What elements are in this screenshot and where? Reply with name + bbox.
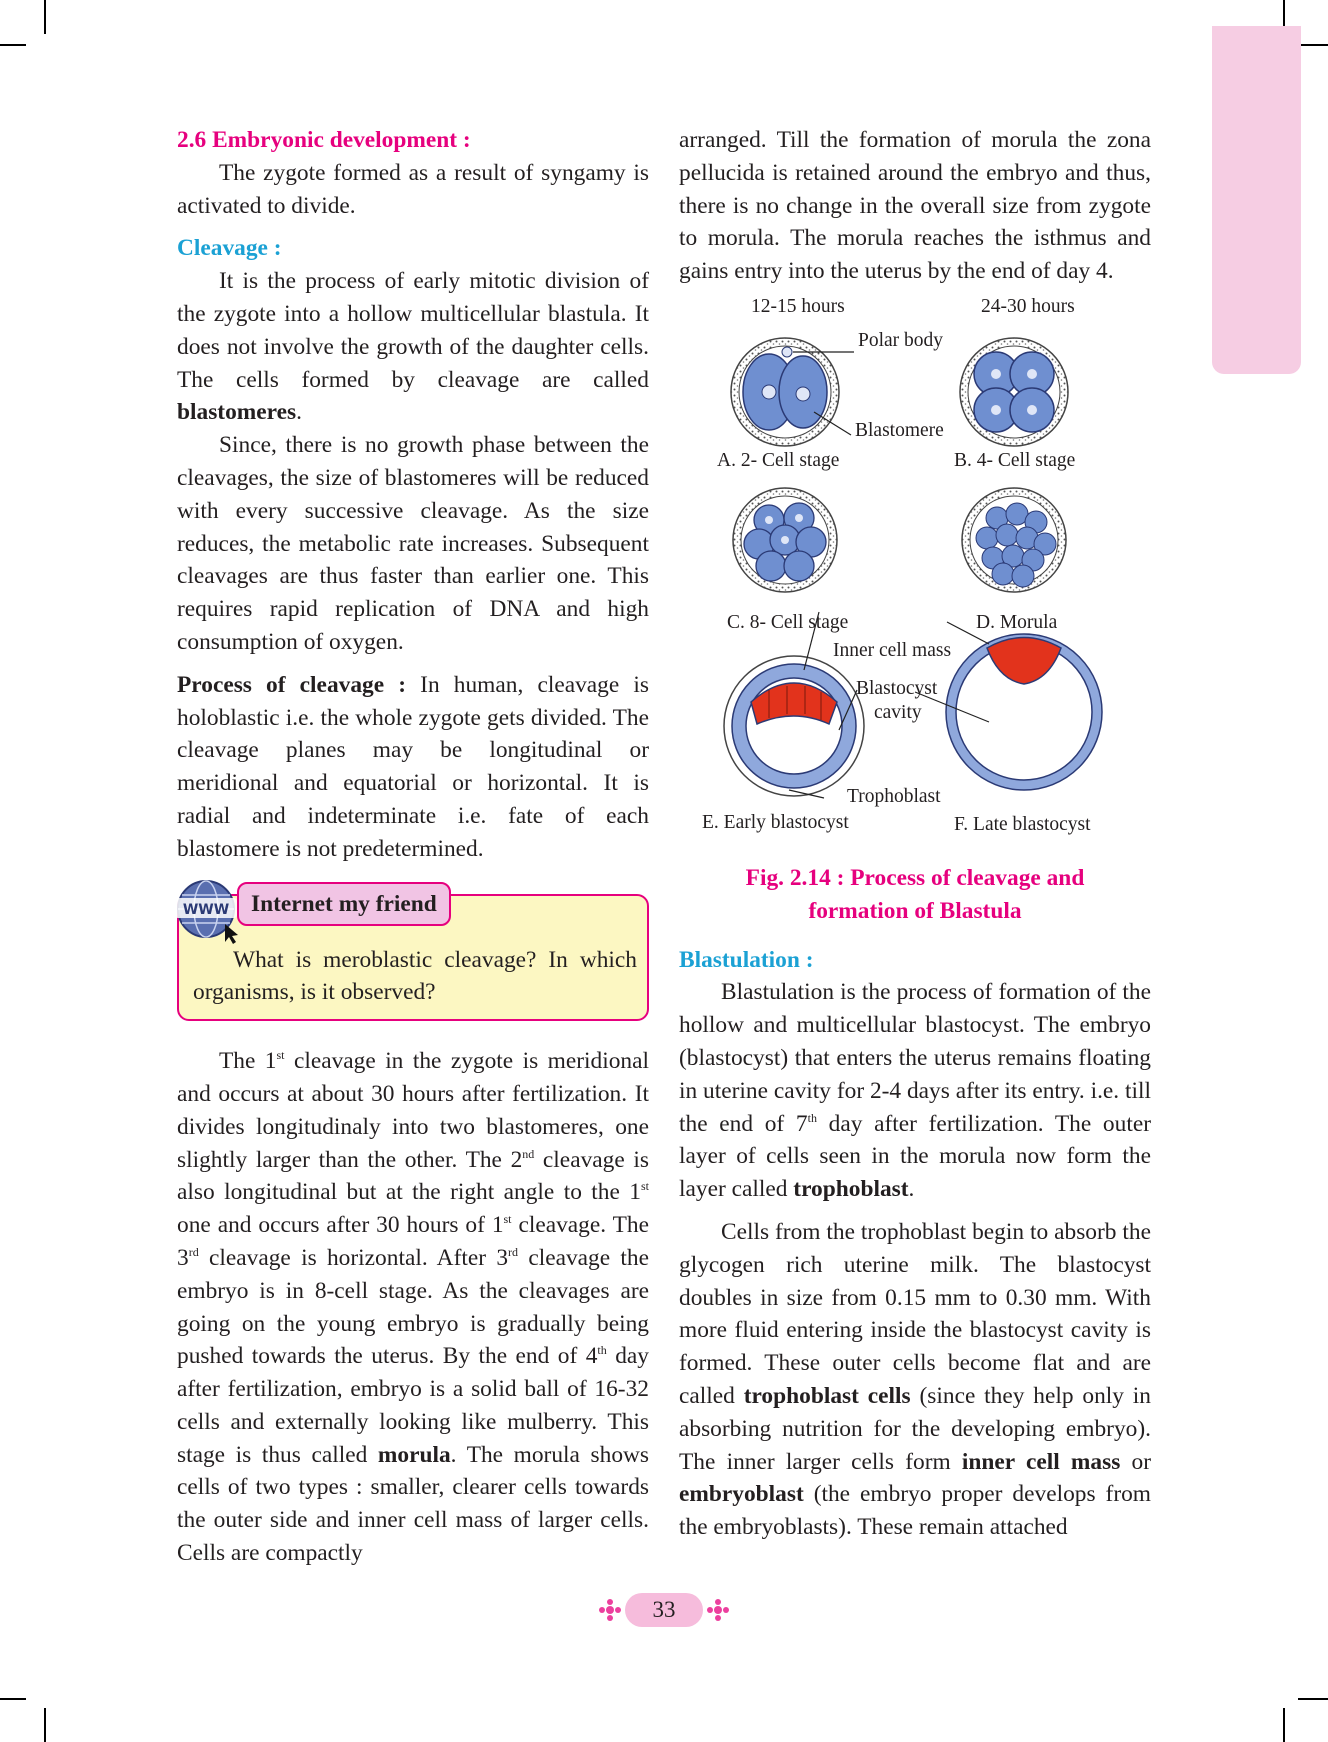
label-blastomere: Blastomere: [855, 419, 944, 441]
label-stage-d: D. Morula: [976, 611, 1058, 633]
crop-mark: [0, 44, 26, 46]
four-cell-stage-drawing: [960, 338, 1068, 446]
globe-www-icon: [173, 876, 243, 946]
cleavage-paragraph-1: It is the process of early mitotic division of the zygote into a hollow multicellular blastula. It does not involve the growth of the daughter cells. The cells formed by cleavage are called blastomeres.: [177, 268, 649, 426]
term-trophoblast-cells: trophoblast cells: [743, 1382, 911, 1409]
eight-cell-stage-drawing: [733, 488, 837, 592]
label-stage-a: A. 2- Cell stage: [717, 449, 840, 471]
crop-mark: [1283, 1708, 1285, 1742]
label-polar-body: Polar body: [858, 329, 944, 351]
label-time-b: 24-30 hours: [981, 295, 1075, 317]
crop-mark: [44, 0, 46, 34]
term-inner-cell-mass: inner cell mass: [961, 1448, 1121, 1475]
morula-drawing: [962, 488, 1066, 592]
label-stage-c: C. 8- Cell stage: [727, 611, 849, 633]
label-stage-e: E. Early blastocyst: [702, 811, 849, 833]
crop-mark: [1298, 44, 1328, 46]
term-embryoblast: embryoblast: [679, 1481, 804, 1508]
cleavage-diagram: [679, 292, 1151, 832]
chapter-tab: [1212, 26, 1301, 374]
figure-caption-line-1: Fig. 2.14 : Process of cleavage and: [745, 864, 1085, 891]
two-cell-stage-drawing: [731, 338, 854, 446]
right-column: [679, 124, 1151, 1544]
internet-my-friend-box: [177, 890, 649, 1022]
process-label: Process of cleavage :: [177, 671, 407, 698]
svg-text:WWW: WWW: [182, 901, 230, 918]
crop-mark: [44, 1708, 46, 1742]
section-heading: 2.6 Embryonic development :: [177, 127, 471, 153]
label-time-a: 12-15 hours: [751, 295, 845, 317]
page-number: 33: [625, 1593, 703, 1627]
blastulation-paragraph-2: Cells from the trophoblast begin to absorb the glycogen rich uterine milk. The blastocyst doubles in size from 0.15 mm to 0.30 mm. With more fluid entering inside the blastocyst cavity is formed. These outer cells become flat and are called trophoblast cells (since they help only in absorbing nutrition for the developing embryo). The inner larger cells form inner cell mass or embryoblast (the embryo proper develops from the embryoblasts). These remain attached: [679, 1218, 1152, 1541]
left-column: [177, 124, 649, 1570]
internet-box-question: What is meroblastic cleavage? In which organisms, is it observed?: [193, 946, 637, 1006]
cleavage-detail-paragraph: The 1st cleavage in the zygote is meridional and occurs at about 30 hours after fertilization. It divides longitudinaly into two blastomeres, one slightly larger than the other. The 2nd cleavage is also longitudinal but at the right angle to the 1st one and occurs after 30 hours of 1st cleavage. The 3rd cleavage is horizontal. After 3rd cleavage the embryo is in 8-cell stage. As the cleavages are going on the young embryo is gradually being pushed towards the uterus. By the end of 4th day after fertilization, embryo is a solid ball of 16-32 cells and externally looking like mulberry. This stage is thus called morula. The morula shows cells of two types : smaller, clearer cells towards the outer side and inner cell mass of larger cells. Cells are compactly: [177, 1048, 650, 1567]
term-blastomeres: blastomeres: [177, 399, 297, 426]
section-intro: The zygote formed as a result of syngamy is activated to divide.: [177, 159, 649, 219]
cleavage-paragraph-2: Since, there is no growth phase between the cleavages, the size of blastomeres will be reduced with every successive cleavage. As the size reduces, the metabolic rate increases. Subsequent cleavages are thus faster than earlier one. This requires rapid replication of DNA and high consumption of oxygen.: [177, 432, 649, 655]
label-trophoblast: Trophoblast: [847, 785, 941, 807]
figure-caption: [679, 862, 1151, 928]
morula-continuation-paragraph: arranged. Till the formation of morula the zona pellucida is retained around the embryo and thus, there is no change in the overall size from zygote to morula. The morula reaches the isthmus and gains entry into the uterus by the end of day 4.: [679, 127, 1151, 285]
process-of-cleavage-paragraph: Process of cleavage : In human, cleavage is holoblastic i.e. the whole zygote gets divided. The cleavage planes may be longitudinal or meridional and equatorial or horizontal. It is radial and indeterminate i.e. fate of each blastomere is not predetermined.: [177, 671, 649, 862]
cleavage-figure: [679, 292, 1151, 852]
label-stage-f: F. Late blastocyst: [954, 813, 1091, 835]
blastulation-heading: Blastulation :: [679, 946, 814, 973]
label-inner-cell-mass: Inner cell mass: [833, 639, 952, 661]
internet-box-title: Internet my friend: [237, 882, 451, 926]
term-trophoblast: trophoblast: [793, 1176, 909, 1203]
blastulation-paragraph-1: Blastulation is the process of formation of the hollow and multicellular blastocyst. The embryo (blastocyst) that enters the uterus remains floating in uterine cavity for 2-4 days after its entry. i.e. till the end of 7th day after fertilization. The outer layer of cells seen in the morula now form the layer called trophoblast.: [679, 979, 1151, 1203]
label-blastocyst-cavity-1: Blastocyst: [856, 677, 938, 699]
figure-caption-line-2: formation of Blastula: [808, 897, 1022, 924]
label-stage-b: B. 4- Cell stage: [954, 449, 1076, 471]
term-morula: morula: [377, 1441, 451, 1468]
cleavage-heading: Cleavage :: [177, 235, 282, 262]
crop-mark: [0, 1698, 26, 1700]
label-blastocyst-cavity-2: cavity: [874, 701, 922, 723]
crop-mark: [1298, 1698, 1328, 1700]
